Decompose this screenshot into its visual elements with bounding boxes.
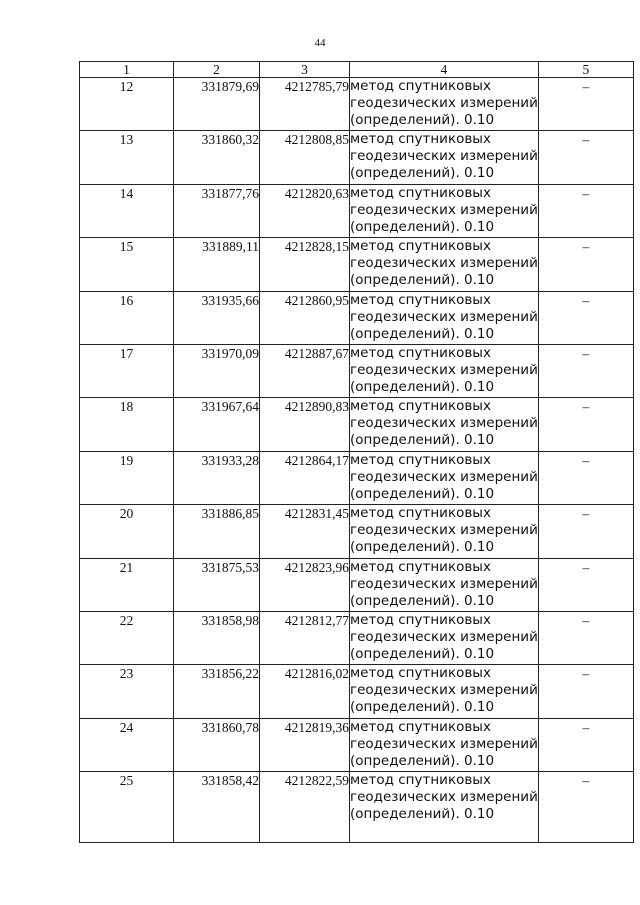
method-line: (определений). 0.10 [350,432,495,449]
method-line: (определений). 0.10 [350,325,495,342]
y-coordinate-cell: 4212816,02 [260,665,350,718]
column-header-4: 4 [350,62,539,78]
point-number-cell: 20 [80,505,174,558]
x-coordinate-cell: 331970,09 [174,344,260,397]
method-line: метод спутниковых [350,291,491,308]
column-header-3: 3 [260,62,350,78]
table-row [80,558,634,611]
point-number-cell: 17 [80,344,174,397]
method-line: (определений). 0.10 [350,752,495,769]
y-coordinate-cell: 4212890,83 [260,398,350,451]
method-line: метод спутниковых [350,718,491,735]
method-line: геодезических измерений [350,682,538,699]
method-line: геодезических измерений [350,789,538,806]
note-cell: – [538,131,633,184]
table-row [80,398,634,451]
method-line: геодезических измерений [350,201,538,218]
x-coordinate-cell: 331877,76 [174,184,260,237]
table-row [80,505,634,558]
note-cell: – [538,505,633,558]
table-row [80,344,634,397]
table-body [80,78,634,843]
method-line: геодезических измерений [350,361,538,378]
point-number-cell: 12 [80,78,174,131]
method-line: (определений). 0.10 [350,112,495,128]
method-line: геодезических измерений [350,628,538,645]
method-line: геодезических измерений [350,95,538,111]
x-coordinate-cell: 331886,85 [174,505,260,558]
table-row [80,78,634,131]
column-header-2: 2 [174,62,260,78]
method-cell [350,184,539,237]
method-cell [350,718,539,771]
y-coordinate-cell: 4212831,45 [260,505,350,558]
point-number-cell: 21 [80,558,174,611]
method-line: (определений). 0.10 [350,645,495,662]
note-cell: – [538,772,633,843]
table-row [80,291,634,344]
note-cell: – [538,184,633,237]
note-cell: – [538,78,633,131]
method-line: геодезических измерений [350,522,538,539]
y-coordinate-cell: 4212819,36 [260,718,350,771]
method-line: геодезических измерений [350,415,538,432]
x-coordinate-cell: 331967,64 [174,398,260,451]
method-cell [350,78,539,131]
y-coordinate-cell: 4212828,15 [260,238,350,291]
table-row [80,665,634,718]
note-cell: – [538,718,633,771]
x-coordinate-cell: 331889,11 [174,238,260,291]
y-coordinate-cell: 4212864,17 [260,451,350,504]
method-line: (определений). 0.10 [350,592,495,609]
method-cell [350,611,539,664]
y-coordinate-cell: 4212812,77 [260,611,350,664]
y-coordinate-cell: 4212887,67 [260,344,350,397]
point-number-cell: 19 [80,451,174,504]
method-line: метод спутниковых [350,184,491,201]
point-number-cell: 22 [80,611,174,664]
method-line: геодезических измерений [350,148,538,165]
point-number-cell: 13 [80,131,174,184]
point-number-cell: 15 [80,238,174,291]
table-row [80,611,634,664]
table-header-row [80,62,634,78]
method-line: метод спутниковых [350,78,491,94]
method-line: (определений). 0.10 [350,539,495,556]
x-coordinate-cell: 331875,53 [174,558,260,611]
note-cell: – [538,451,633,504]
note-cell: – [538,238,633,291]
note-cell: – [538,611,633,664]
method-line: метод спутниковых [350,451,491,468]
y-coordinate-cell: 4212820,63 [260,184,350,237]
method-line: геодезических измерений [350,735,538,752]
method-cell [350,505,539,558]
y-coordinate-cell: 4212822,59 [260,772,350,843]
y-coordinate-cell: 4212823,96 [260,558,350,611]
point-number-cell: 23 [80,665,174,718]
method-cell [350,291,539,344]
method-line: метод спутниковых [350,398,491,415]
table-row [80,184,634,237]
x-coordinate-cell: 331860,32 [174,131,260,184]
y-coordinate-cell: 4212808,85 [260,131,350,184]
method-line: метод спутниковых [350,665,491,682]
y-coordinate-cell: 4212860,95 [260,291,350,344]
method-cell [350,558,539,611]
method-cell [350,665,539,718]
coordinates-table [79,61,634,843]
note-cell: – [538,398,633,451]
x-coordinate-cell: 331860,78 [174,718,260,771]
method-line: геодезических измерений [350,308,538,325]
method-line: метод спутниковых [350,238,491,255]
x-coordinate-cell: 331858,42 [174,772,260,843]
x-coordinate-cell: 331879,69 [174,78,260,131]
point-number-cell: 14 [80,184,174,237]
method-cell [350,772,539,843]
point-number-cell: 24 [80,718,174,771]
y-coordinate-cell: 4212785,79 [260,78,350,131]
x-coordinate-cell: 331935,66 [174,291,260,344]
point-number-cell: 16 [80,291,174,344]
method-cell [350,344,539,397]
note-cell: – [538,665,633,718]
method-line: метод спутниковых [350,558,491,575]
method-line: (определений). 0.10 [350,165,495,182]
table-row [80,238,634,291]
x-coordinate-cell: 331856,22 [174,665,260,718]
method-line: геодезических измерений [350,575,538,592]
page-number: 44 [314,37,326,49]
note-cell: – [538,291,633,344]
method-cell [350,451,539,504]
method-line: метод спутниковых [350,611,491,628]
method-line: метод спутниковых [350,772,491,789]
method-line: метод спутниковых [350,505,491,522]
column-header-1: 1 [80,62,174,78]
method-line: метод спутниковых [350,344,491,361]
table-row [80,772,634,843]
method-line: (определений). 0.10 [350,485,495,502]
table-row [80,131,634,184]
point-number-cell: 25 [80,772,174,843]
method-line: метод спутниковых [350,131,491,148]
note-cell: – [538,344,633,397]
x-coordinate-cell: 331933,28 [174,451,260,504]
method-cell [350,131,539,184]
method-line: геодезических измерений [350,468,538,485]
table-row [80,451,634,504]
method-line: (определений). 0.10 [350,806,495,823]
column-header-5: 5 [538,62,633,78]
method-cell [350,238,539,291]
x-coordinate-cell: 331858,98 [174,611,260,664]
method-line: (определений). 0.10 [350,272,495,289]
table-row [80,718,634,771]
method-cell [350,398,539,451]
point-number-cell: 18 [80,398,174,451]
note-cell: – [538,558,633,611]
method-line: (определений). 0.10 [350,699,495,716]
method-line: (определений). 0.10 [350,378,495,395]
method-line: (определений). 0.10 [350,218,495,235]
method-line: геодезических измерений [350,255,538,272]
